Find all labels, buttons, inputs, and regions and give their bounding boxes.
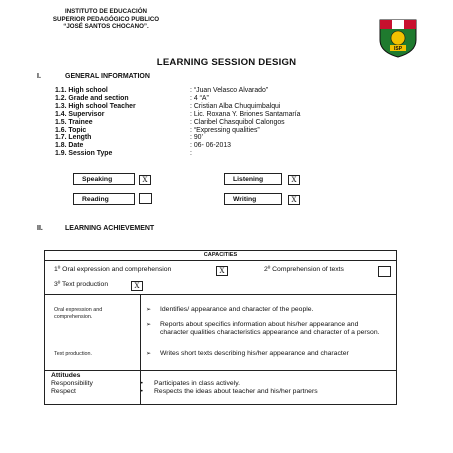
info-key: 1.7. Length: [55, 134, 92, 142]
info-value: : Lic. Roxana Y. Briones Santamaría: [190, 110, 301, 118]
attitude-item: Responsibility: [51, 380, 93, 387]
attitudes-heading: Attitudes: [51, 372, 81, 379]
skill-reading-checkbox[interactable]: [139, 193, 152, 204]
section-heading: [37, 225, 154, 232]
section-heading: [37, 73, 150, 80]
skill-writing-label: Writing: [224, 193, 282, 205]
info-key: 1.6. Topic: [55, 126, 87, 134]
section-title: GENERAL INFORMATION: [65, 73, 150, 80]
info-row: [55, 111, 300, 119]
info-value: : Claribel Chasquibol Calongos: [190, 118, 285, 126]
bullet-icon: •: [140, 380, 144, 387]
institute-logo: [376, 18, 420, 58]
info-value: : 90’: [190, 134, 204, 142]
info-row: [55, 134, 300, 142]
achievement-bullet: ➢ Writes short texts describing his/her appearance and character: [146, 350, 349, 357]
arrow-bullet-icon: ➢: [146, 321, 152, 328]
info-row: [55, 119, 300, 127]
institute-line: INSTITUTO DE EDUCACIÓN: [64, 8, 148, 15]
divider: [45, 294, 396, 295]
section-numeral: II.: [37, 225, 43, 232]
info-row: [55, 95, 300, 103]
info-row: [55, 87, 300, 95]
info-key: 1.8. Date: [55, 142, 84, 150]
info-value: :: [190, 150, 192, 158]
skill-speaking-checkbox[interactable]: X: [139, 175, 151, 185]
info-key: 1.9. Session Type: [55, 150, 113, 158]
capacity-item: 1º Oral expression and comprehension: [54, 266, 172, 273]
info-key: 1.5. Trainee: [55, 118, 93, 126]
section-numeral: I.: [37, 73, 41, 80]
info-value: : “Expressing qualities”: [190, 126, 260, 134]
capacities-table: [44, 250, 397, 405]
general-info-list: [55, 87, 300, 158]
achievement-bullet: ➢ Reports about specifics information about his/her appearance and character qualities characteristics appearance and character of a person.: [146, 321, 380, 337]
info-value: : “Juan Velasco Alvarado”: [190, 87, 269, 94]
achievement-area: Oral expression and comprehension.: [54, 307, 103, 320]
divider: [45, 260, 396, 261]
attitude-bullet: • Participates in class actively.: [140, 380, 240, 387]
institute-name: [6, 8, 206, 31]
attitude-item: Respect: [51, 388, 76, 395]
info-key: 1.4. Supervisor: [55, 110, 105, 118]
page-title: LEARNING SESSION DESIGN: [156, 57, 297, 68]
divider: [45, 370, 396, 371]
info-value: : Cristian Alba Chuquimbalqui: [190, 102, 281, 110]
skill-listening-checkbox[interactable]: X: [288, 175, 300, 185]
capacity-checkbox[interactable]: X: [131, 281, 143, 291]
info-value: : 4 “A”: [190, 94, 209, 102]
arrow-bullet-icon: ➢: [146, 306, 152, 313]
info-key: 1.1. High school: [55, 87, 108, 94]
capacity-checkbox[interactable]: X: [216, 266, 228, 276]
logo-text: ISP: [393, 46, 403, 52]
achievement-bullet: ➢ Identifies/ appearance and character of the people.: [146, 306, 314, 313]
skill-speaking-label: Speaking: [73, 173, 135, 185]
capacity-checkbox[interactable]: [378, 266, 391, 277]
skill-reading-label: Reading: [73, 193, 135, 205]
info-row: [55, 127, 300, 135]
capacities-header: CAPACITIES: [203, 252, 238, 258]
capacity-item: 2º Comprehension of texts: [264, 266, 344, 273]
bullet-icon: •: [140, 388, 144, 395]
attitude-bullet: • Respects the ideas about teacher and his/her partners: [140, 388, 318, 395]
info-row: [55, 150, 300, 158]
institute-line: “JOSÉ SANTOS CHOCANO”.: [63, 23, 149, 31]
institute-line: SUPERIOR PEDAGÓGICO PUBLICO: [52, 15, 160, 23]
info-key: 1.3. High school Teacher: [55, 102, 136, 110]
section-title: LEARNING ACHIEVEMENT: [65, 225, 155, 232]
skill-writing-checkbox[interactable]: X: [288, 195, 300, 205]
skill-listening-label: Listening: [224, 173, 282, 185]
info-value: : 06- 06-2013: [190, 142, 231, 150]
info-row: [55, 103, 300, 111]
info-row: [55, 142, 300, 150]
achievement-area: Text production.: [54, 351, 93, 357]
capacity-item: 3º Text production: [54, 281, 109, 288]
info-key: 1.2. Grade and section: [55, 94, 129, 102]
arrow-bullet-icon: ➢: [146, 350, 152, 357]
